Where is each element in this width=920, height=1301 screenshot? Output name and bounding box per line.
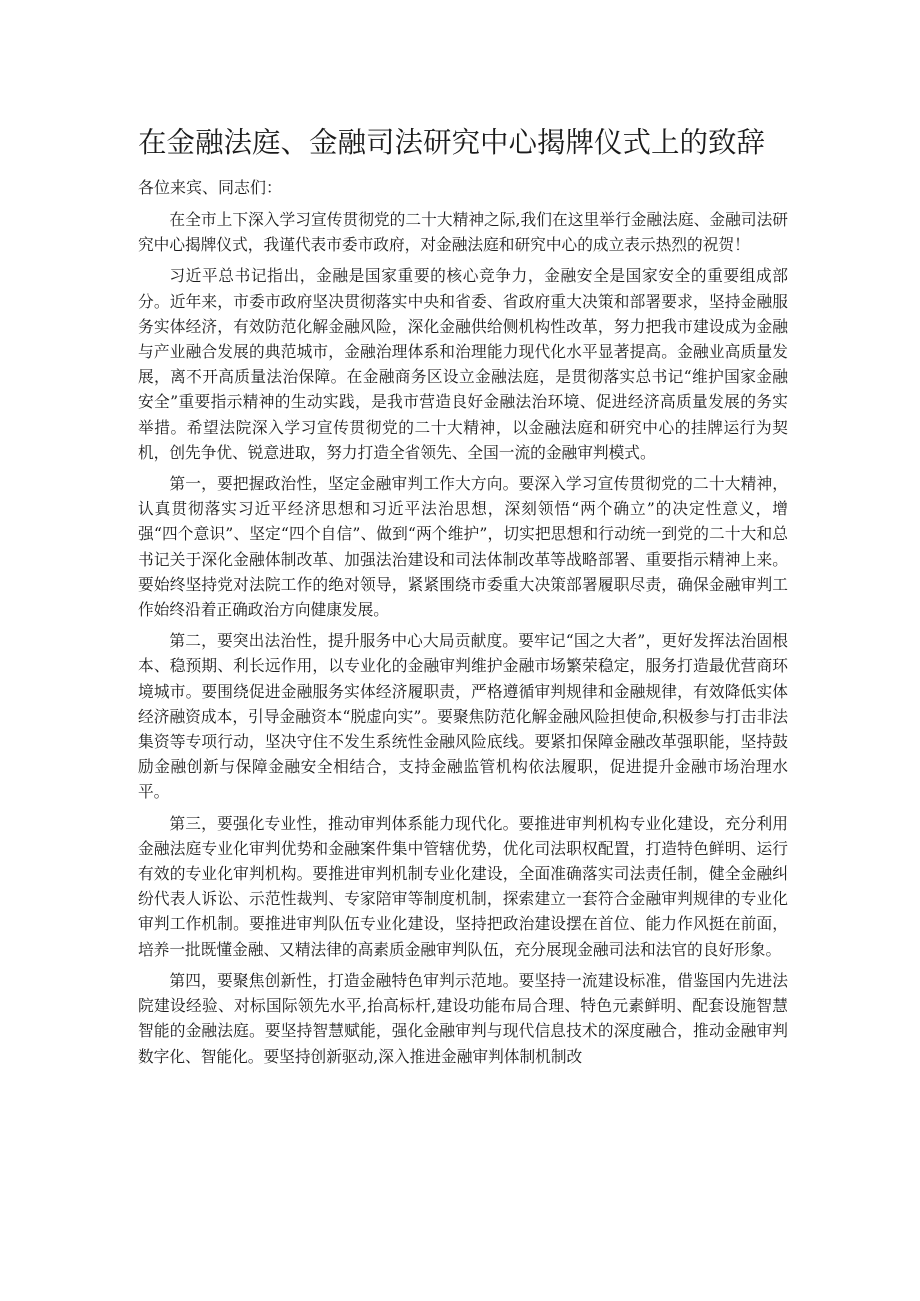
paragraph-fourth-point: 第四，要聚焦创新性，打造金融特色审判示范地。要坚持一流建设标准，借鉴国内先进法院建设经验、对标国际领先水平,抬高标杆,建设功能布局合理、特色元素鲜明、配套设施智慧智能的金融法庭。要坚持智慧赋能，强化金融审判与现代信息技术的深度融合，推动金融审判数字化、智能化。要坚持创新驱动,深入推进金融审判体制机制改: [138, 970, 788, 1066]
greeting: 各位来宾、同志们：: [138, 178, 283, 197]
paragraph-second-point: 第二，要突出法治性，提升服务中心大局贡献度。要牢记“国之大者”，更好发挥法治固根本、稳预期、利长远作用，以专业化的金融审判维护金融市场繁荣稳定，服务打造最优营商环境城市。要围绕促进金融服务实体经济履职责，严格遵循审判规律和金融规律，有效降低实体经济融资成本，引导金融资本“脱虚向实”。要聚焦防范化解金融风险担使命,积极参与打击非法集资等专项行动，坚决守住不发生系统性金融风险底线。要紧扣保障金融改革强职能，坚持鼓励金融创新与保障金融安全相结合，支持金融监管机构依法履职，促进提升金融市场治理水平。: [138, 631, 788, 802]
paragraph-third-point: 第三，要强化专业性，推动审判体系能力现代化。要推进审判机构专业化建设，充分利用金融法庭专业化审判优势和金融案件集中管辖优势，优化司法职权配置，打造特色鲜明、运行有效的专业化审判机构。要推进审判机制专业化建设，全面准确落实司法责任制，健全金融纠纷代表人诉讼、示范性裁判、专家陪审等制度机制，探索建立一套符合金融审判规律的专业化审判工作机制。要推进审判队伍专业化建设，坚持把政治建设摆在首位、能力作风挺在前面，培养一批既懂金融、又精法律的高素质金融审判队伍，充分展现金融司法和法官的良好形象。: [138, 813, 788, 959]
document-page: [138, 120, 788, 1075]
paragraph-background: 习近平总书记指出，金融是国家重要的核心竞争力，金融安全是国家安全的重要组成部分。近年来，市委市政府坚决贯彻落实中央和省委、省政府重大决策和部署要求，坚持金融服务实体经济，有效防范化解金融风险，深化金融供给侧机构性改革，努力把我市建设成为金融与产业融合发展的典范城市，金融治理体系和治理能力现代化水平显著提高。金融业高质量发展，离不开高质量法治保障。在金融商务区设立金融法庭，是贯彻落实总书记“维护国家金融安全”重要指示精神的生动实践，是我市营造良好金融法治环境、促进经济高质量发展的务实举措。希望法院深入学习宣传贯彻党的二十大精神，以金融法庭和研究中心的挂牌运行为契机，创先争优、锐意进取，努力打造全省领先、全国一流的金融审判模式。: [138, 266, 788, 462]
paragraph-opening: 在全市上下深入学习宣传贯彻党的二十大精神之际,我们在这里举行金融法庭、金融司法研究中心揭牌仪式，我谨代表市委市政府，对金融法庭和研究中心的成立表示热烈的祝贺！: [138, 210, 788, 255]
document-title: 在金融法庭、金融司法研究中心揭牌仪式上的致辞: [138, 126, 766, 159]
paragraph-first-point: 第一，要把握政治性，坚定金融审判工作大方向。要深入学习宣传贯彻党的二十大精神，认真贯彻落实习近平经济思想和习近平法治思想，深刻领悟“两个确立”的决定性意义，增强“四个意识”、坚定“四个自信”、做到“两个维护”，切实把思想和行动统一到党的二十大和总书记关于深化金融体制改革、加强法治建设和司法体制改革等战略部署、重要指示精神上来。要始终坚持党对法院工作的绝对领导，紧紧围绕市委重大决策部署履职尽责，确保金融审判工作始终沿着正确政治方向健康发展。: [138, 474, 788, 620]
